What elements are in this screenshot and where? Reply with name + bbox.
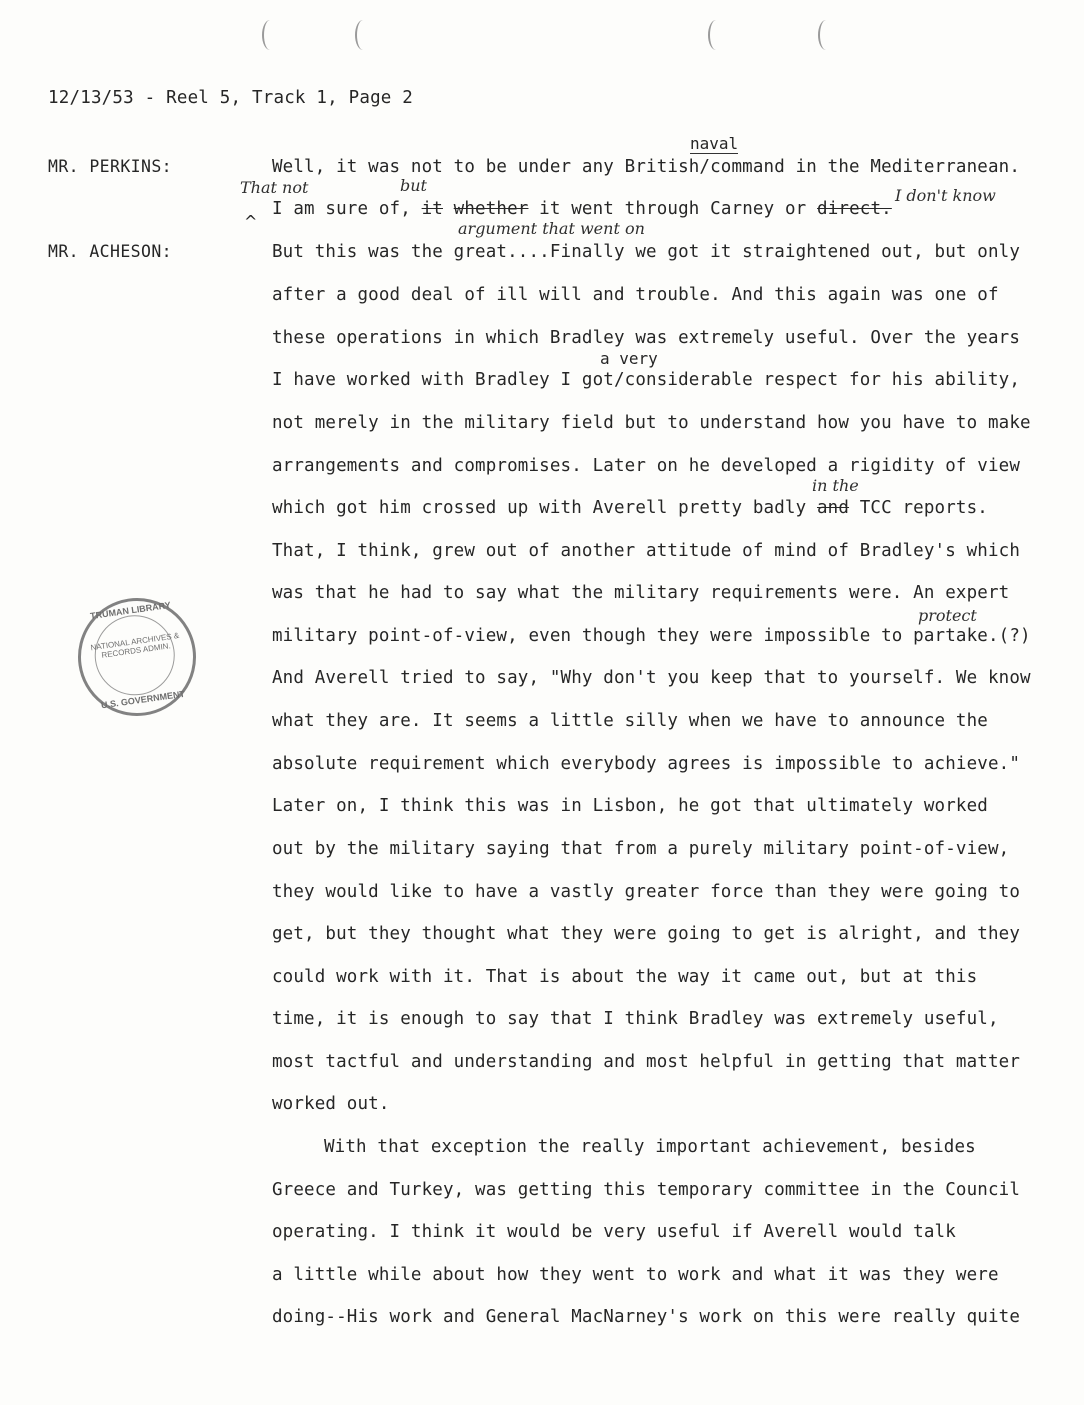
text-line-19: get, but they thought what they were going to get is alright, and they [272,924,1021,944]
punch-hole-mark [355,20,371,50]
text-line-27: a little while about how they went to work and what it was they were [272,1265,999,1285]
stamp-top-text: TRUMAN LIBRARY [89,599,172,622]
text-line-24: With that exception the really important achievement, besides [324,1137,976,1157]
insertion-a-very: a very [600,349,658,368]
handwritten-i-dont-know: I don't know [895,186,996,205]
text-line-28: doing--His work and General MacNarney's work on this were really quite [272,1307,1021,1327]
text-line-12: military point-of-view, even though they were impossible to partake.(?) [272,626,1031,646]
text-line-21: time, it is enough to say that I think Bradley was extremely useful, [272,1009,999,1029]
handwritten-protect: protect [918,606,977,625]
text-line-22: most tactful and understanding and most helpful in getting that matter [272,1052,1021,1072]
struck-it: it [421,199,443,219]
caret-mark: ^ [244,212,258,231]
text-line-1: Well, it was not to be under any British/command in the Mediterranean. [272,157,1021,177]
archive-stamp [70,590,203,723]
speaker-perkins: MR. PERKINS: [48,157,173,176]
insertion-naval: naval [690,134,739,153]
text-line-18: they would like to have a vastly greater force than they were going to [272,882,1021,902]
stamp-bottom-text: U.S. GOVERNMENT [100,688,186,711]
handwritten-argument: argument that went on [458,219,645,238]
stamp-middle-text: NATIONAL ARCHIVES & RECORDS ADMIN. [89,630,180,660]
struck-whether: whether [453,199,529,219]
text-line-17: out by the military saying that from a purely military point-of-view, [272,839,1010,859]
text-line-3: But this was the great....Finally we got it straightened out, but only [272,242,1021,262]
text-line-9: which got him crossed up with Averell pretty badly and TCC reports. [272,498,988,518]
text-line-11: was that he had to say what the military requirements were. An expert [272,583,1010,603]
handwritten-in-the: in the [812,476,859,495]
text-line-14: what they are. It seems a little silly when we have to announce the [272,711,988,731]
text-line-20: could work with it. That is about the way it came out, but at this [272,967,978,987]
text-line-25: Greece and Turkey, was getting this temporary committee in the Council [272,1180,1021,1200]
handwritten-that-not: That not [240,178,309,197]
punch-hole-mark [262,20,278,50]
page-header: 12/13/53 - Reel 5, Track 1, Page 2 [48,88,414,108]
text-line-8: arrangements and compromises. Later on he developed a rigidity of view [272,456,1021,476]
text-line-7: not merely in the military field but to understand how you have to make [272,413,1031,433]
text-line-26: operating. I think it would be very useful if Averell would talk [272,1222,956,1242]
text-line-2: I am sure of, it whether it went through Carney or direct. [272,199,892,219]
punch-hole-mark [818,20,834,50]
text-line-4: after a good deal of ill will and trouble. And this again was one of [272,285,999,305]
text-line-6: I have worked with Bradley I got/considerable respect for his ability, [272,370,1021,390]
text-line-15: absolute requirement which everybody agrees is impossible to achieve." [272,754,1021,774]
text-line-16: Later on, I think this was in Lisbon, he got that ultimately worked [272,796,988,816]
text-line-23: worked out. [272,1094,390,1114]
speaker-acheson: MR. ACHESON: [48,242,173,261]
handwritten-but: but [400,176,427,195]
punch-hole-mark [708,20,724,50]
text-line-13: And Averell tried to say, "Why don't you keep that to yourself. We know [272,668,1031,688]
text-line-10: That, I think, grew out of another attitude of mind of Bradley's which [272,541,1021,561]
struck-and: and [816,498,850,518]
struck-direct: direct. [817,199,892,219]
text-line-5: these operations in which Bradley was extremely useful. Over the years [272,328,1021,348]
